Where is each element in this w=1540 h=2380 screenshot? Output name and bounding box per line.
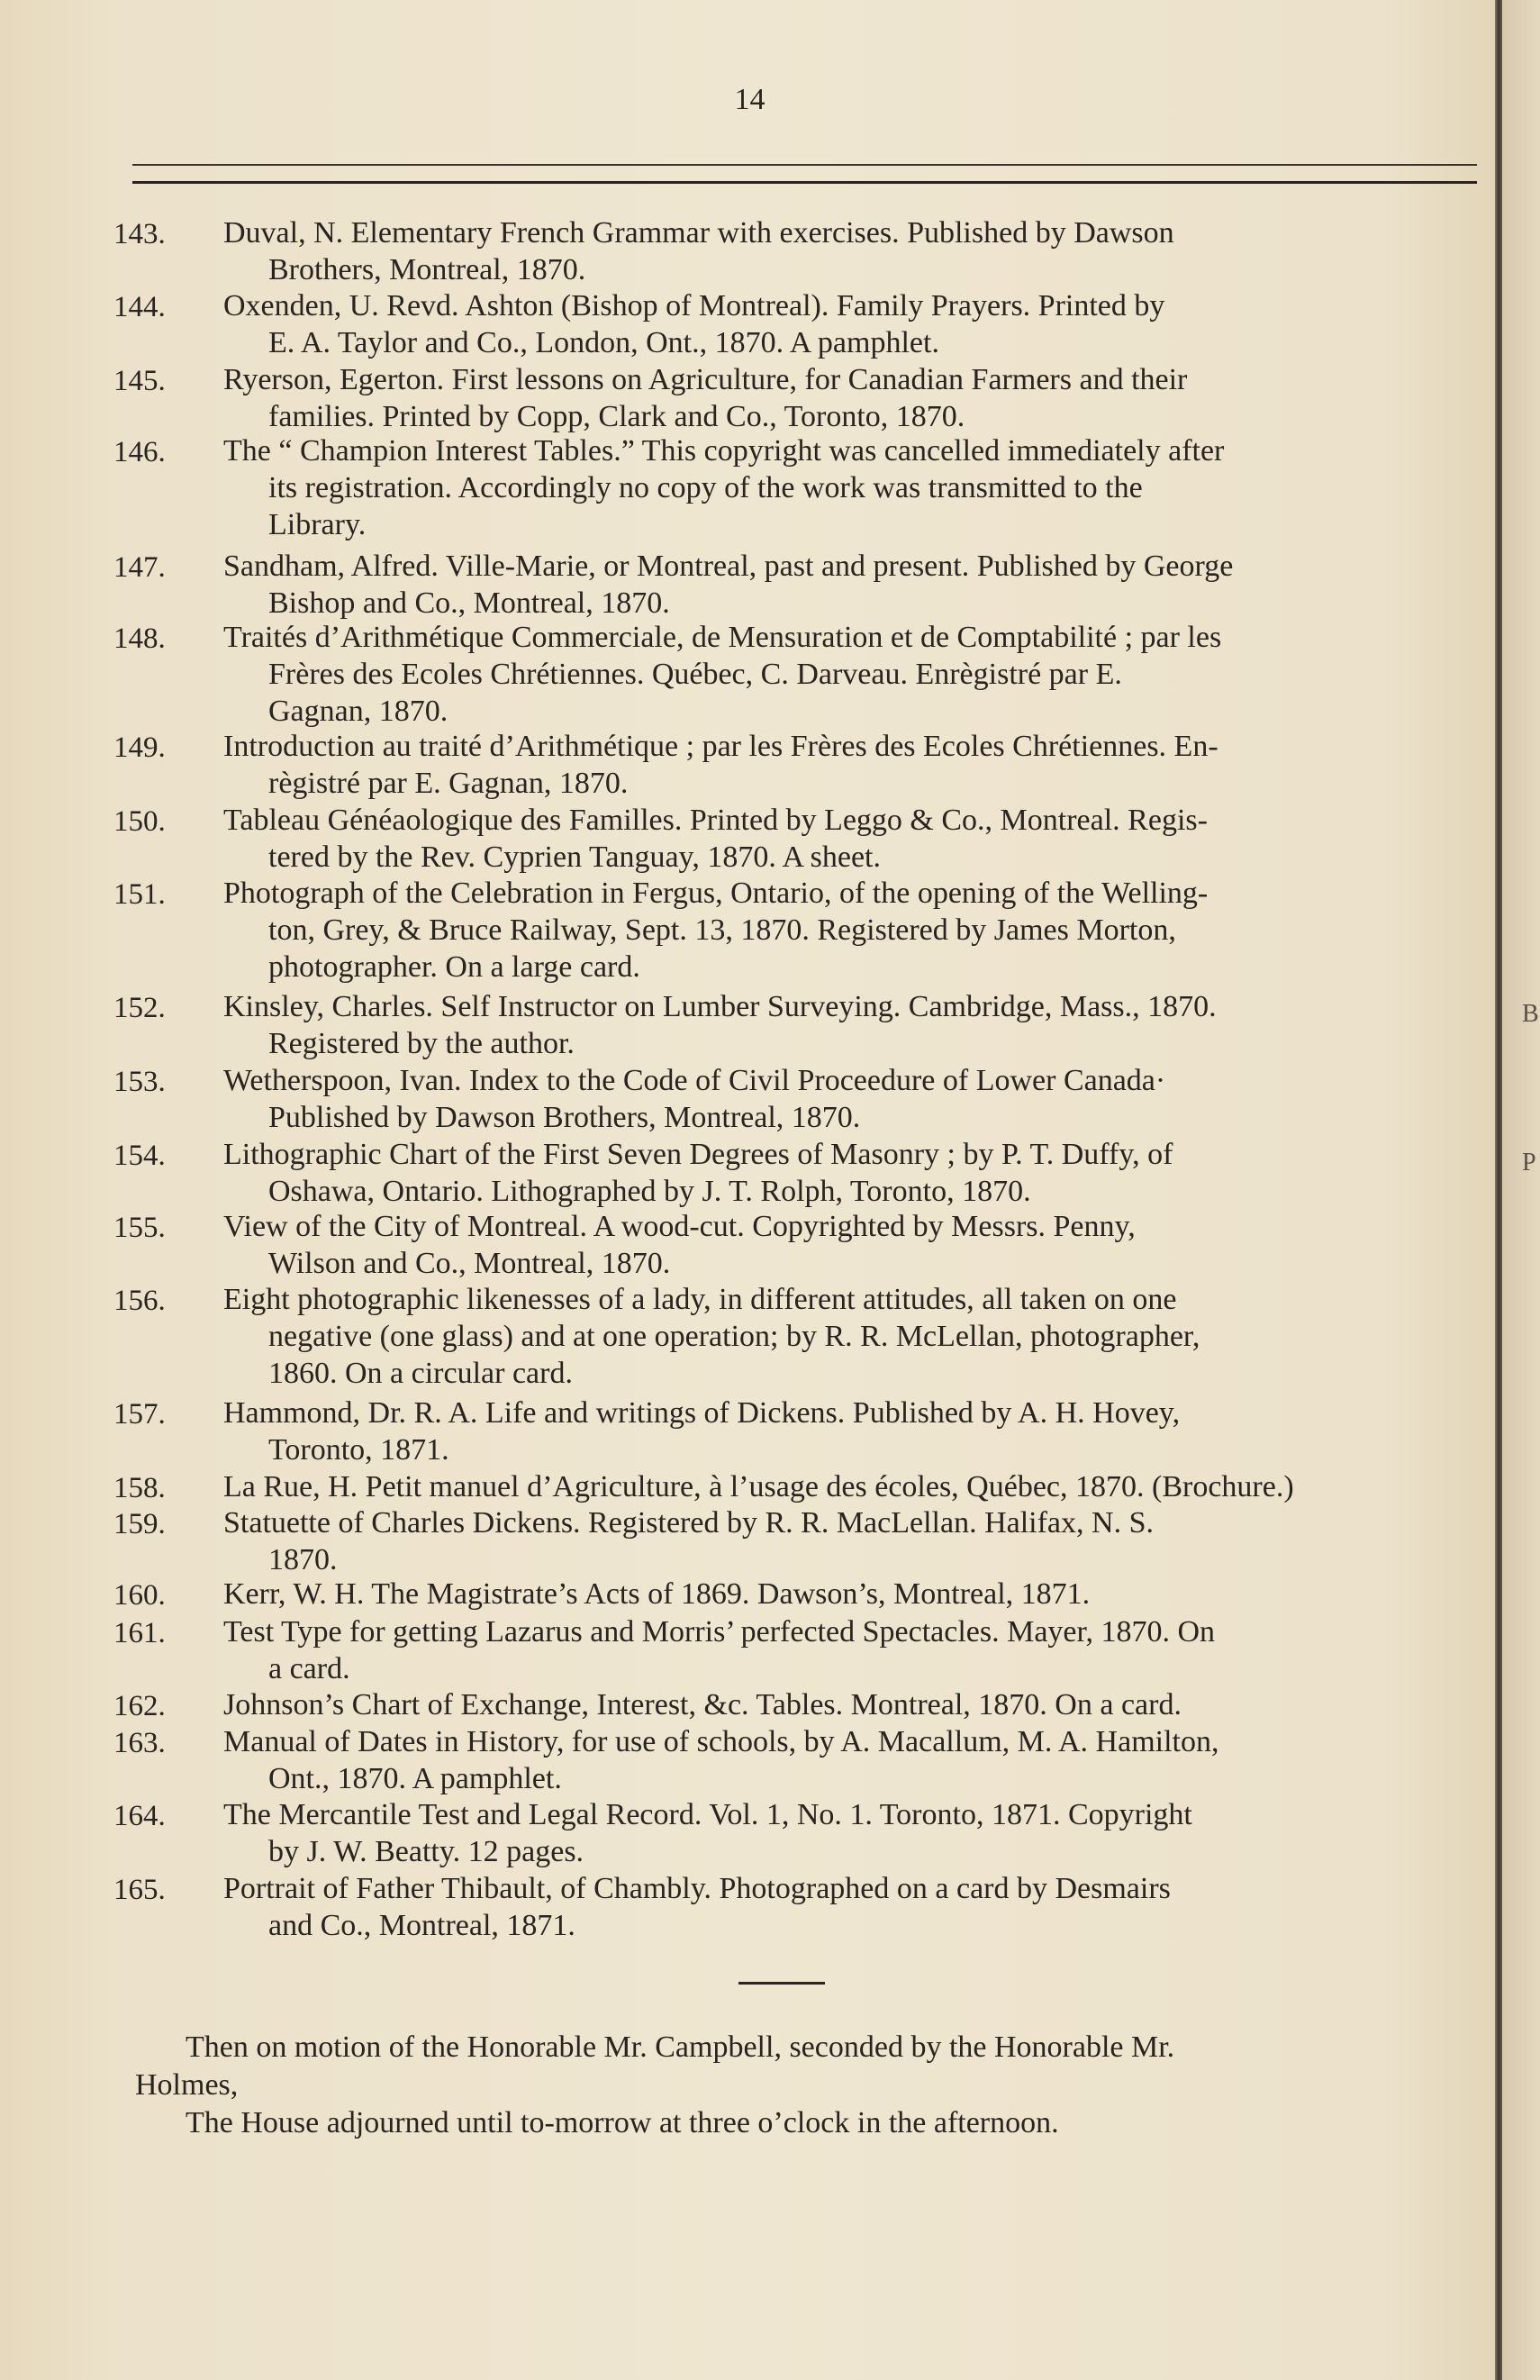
entry-text (223, 1723, 1484, 1797)
entry-number: 150. (113, 805, 166, 838)
header-rule (132, 164, 1477, 166)
entry-text (223, 619, 1484, 730)
entry-line: Hammond, Dr. R. A. Life and writings of Dickens. Published by A. H. Hovey, (223, 1396, 1181, 1430)
entry-number: 159. (113, 1508, 166, 1540)
entry-number: 157. (113, 1398, 166, 1431)
entry-line: Johnson’s Chart of Exchange, Interest, &c. Tables. Montreal, 1870. On a card. (223, 1688, 1182, 1721)
entry-line: Duval, N. Elementary French Grammar with exercises. Published by Dawson (223, 216, 1174, 250)
entry-line: E. A. Taylor and Co., London, Ont., 1870. A pamphlet. (268, 326, 939, 359)
entry-text (223, 287, 1484, 361)
entry-line: Brothers, Montreal, 1870. (268, 253, 586, 286)
entry-line: by J. W. Beatty. 12 pages. (268, 1835, 584, 1868)
entry-number: 153. (113, 1066, 166, 1098)
entry-number: 143. (113, 218, 166, 250)
entry-text (223, 1504, 1484, 1578)
entry-line: Ont., 1870. A pamphlet. (268, 1762, 562, 1795)
entry-text (223, 875, 1484, 986)
entry-line: Kerr, W. H. The Magistrate’s Acts of 1869. Dawson’s, Montreal, 1871. (223, 1577, 1091, 1611)
entry-line: The “ Champion Interest Tables.” This copyright was cancelled immediately after (223, 434, 1225, 468)
entry-number: 151. (113, 878, 166, 911)
entry-line: Registered by the author. (268, 1027, 575, 1060)
entry-text (223, 728, 1484, 802)
entry-line: Bishop and Co., Montreal, 1870. (268, 586, 670, 620)
entry-line: La Rue, H. Petit manuel d’Agriculture, à l’usage des écoles, Québec, 1870. (Brochure.) (223, 1470, 1294, 1503)
entry-line: Traités d’Arithmétique Commerciale, de Mensuration et de Comptabilité ; par les (223, 621, 1222, 654)
closing-line: The House adjourned until to-morrow at three o’clock in the afternoon. (186, 2106, 1059, 2139)
facing-page-fragment: B (1522, 1000, 1539, 1028)
entry-number: 144. (113, 291, 166, 323)
entry-text (223, 1062, 1484, 1136)
entry-line: Oshawa, Ontario. Lithographed by J. T. Rolph, Toronto, 1870. (268, 1175, 1031, 1208)
entry-number: 163. (113, 1727, 166, 1759)
entry-line: règistré par E. Gagnan, 1870. (268, 767, 629, 800)
entry-line: families. Printed by Copp, Clark and Co., Toronto, 1870. (268, 400, 965, 433)
entry-number: 148. (113, 622, 166, 655)
entry-line: Portrait of Father Thibault, of Chambly. Photographed on a card by Desmairs (223, 1872, 1171, 1905)
entry-line: and Co., Montreal, 1871. (268, 1909, 575, 1942)
entry-number: 158. (113, 1472, 166, 1504)
entry-text (223, 1208, 1484, 1282)
entry-line: Library. (268, 508, 367, 541)
entry-line: Wetherspoon, Ivan. Index to the Code of Civil Proceedure of Lower Canada· (223, 1064, 1166, 1097)
entry-line: Photograph of the Celebration in Fergus, Ontario, of the opening of the Welling- (223, 877, 1209, 910)
entry-text (223, 1613, 1484, 1687)
closing-line: Holmes, (135, 2068, 239, 2102)
entry-line: negative (one glass) and at one operation; by R. R. McLellan, photographer, (268, 1320, 1200, 1353)
entry-line: its registration. Accordingly no copy of the work was transmitted to the (268, 471, 1143, 504)
entry-line: Manual of Dates in History, for use of schools, by A. Macallum, M. A. Hamilton, (223, 1725, 1219, 1758)
entry-line: a card. (268, 1652, 350, 1685)
entry-number: 146. (113, 436, 166, 468)
entry-line: Eight photographic likenesses of a lady, in different attitudes, all taken on one (223, 1283, 1177, 1316)
entry-number: 149. (113, 731, 166, 764)
entry-text (223, 1136, 1484, 1210)
entry-number: 161. (113, 1617, 166, 1649)
entry-line: Statuette of Charles Dickens. Registered by R. R. MacLellan. Halifax, N. S. (223, 1506, 1154, 1540)
entry-number: 147. (113, 551, 166, 584)
entry-number: 145. (113, 365, 166, 397)
entry-number: 160. (113, 1579, 166, 1612)
entry-line: photographer. On a large card. (268, 950, 640, 984)
entry-line: Wilson and Co., Montreal, 1870. (268, 1247, 671, 1280)
entry-number: 155. (113, 1212, 166, 1244)
entry-line: Tableau Généaologique des Familles. Printed by Leggo & Co., Montreal. Regis- (223, 804, 1208, 837)
entry-text (223, 988, 1484, 1062)
book-spine (1495, 0, 1502, 2380)
entry-line: 1860. On a circular card. (268, 1357, 573, 1390)
entry-number: 154. (113, 1140, 166, 1172)
entry-line: View of the City of Montreal. A wood-cut. Copyrighted by Messrs. Penny, (223, 1210, 1136, 1243)
entry-number: 164. (113, 1800, 166, 1832)
entry-number: 162. (113, 1690, 166, 1722)
entry-text (223, 432, 1484, 543)
entry-line: Introduction au traité d’Arithmétique ; par les Frères des Ecoles Chrétiennes. En- (223, 730, 1218, 763)
closing-paragraph (135, 2029, 1468, 2142)
entry-line: Lithographic Chart of the First Seven Degrees of Masonry ; by P. T. Duffy, of (223, 1138, 1173, 1171)
facing-page-fragment: P (1522, 1149, 1536, 1176)
entry-text (223, 1870, 1484, 1944)
entry-text (223, 802, 1484, 876)
entry-line: tered by the Rev. Cyprien Tanguay, 1870. A sheet. (268, 840, 881, 874)
closing-line: Then on motion of the Honorable Mr. Campbell, seconded by the Honorable Mr. (186, 2030, 1175, 2064)
header-rule-thick (132, 181, 1477, 184)
entry-text (223, 214, 1484, 288)
entry-text (223, 1796, 1484, 1870)
section-divider (738, 1982, 825, 1985)
entry-number: 152. (113, 992, 166, 1024)
entry-line: ton, Grey, & Bruce Railway, Sept. 13, 1870. Registered by James Morton, (268, 913, 1176, 947)
entry-line: The Mercantile Test and Legal Record. Vol. 1, No. 1. Toronto, 1871. Copyright (223, 1798, 1192, 1831)
entry-text (223, 1394, 1484, 1468)
facing-page-edge (1502, 0, 1540, 2380)
entry-text (223, 1576, 1484, 1612)
page-number: 14 (734, 83, 765, 116)
entry-text (223, 1281, 1484, 1392)
entry-number: 156. (113, 1285, 166, 1317)
entry-text (223, 361, 1484, 435)
entry-text (223, 1686, 1484, 1723)
entry-text (223, 548, 1484, 622)
entry-line: Ryerson, Egerton. First lessons on Agriculture, for Canadian Farmers and their (223, 363, 1188, 396)
entry-line: Frères des Ecoles Chrétiennes. Québec, C. Darveau. Enrègistré par E. (268, 658, 1122, 691)
entry-line: Test Type for getting Lazarus and Morris’ perfected Spectacles. Mayer, 1870. On (223, 1615, 1216, 1649)
entry-line: Kinsley, Charles. Self Instructor on Lumber Surveying. Cambridge, Mass., 1870. (223, 990, 1217, 1023)
entry-line: Toronto, 1871. (268, 1433, 449, 1467)
entry-line: Gagnan, 1870. (268, 695, 448, 728)
entry-line: Sandham, Alfred. Ville-Marie, or Montreal, past and present. Published by George (223, 550, 1234, 583)
entry-line: Published by Dawson Brothers, Montreal, 1870. (268, 1101, 861, 1134)
entry-number: 165. (113, 1874, 166, 1906)
entry-text (223, 1468, 1484, 1505)
entry-line: Oxenden, U. Revd. Ashton (Bishop of Montreal). Family Prayers. Printed by (223, 289, 1165, 322)
entry-line: 1870. (268, 1543, 338, 1576)
